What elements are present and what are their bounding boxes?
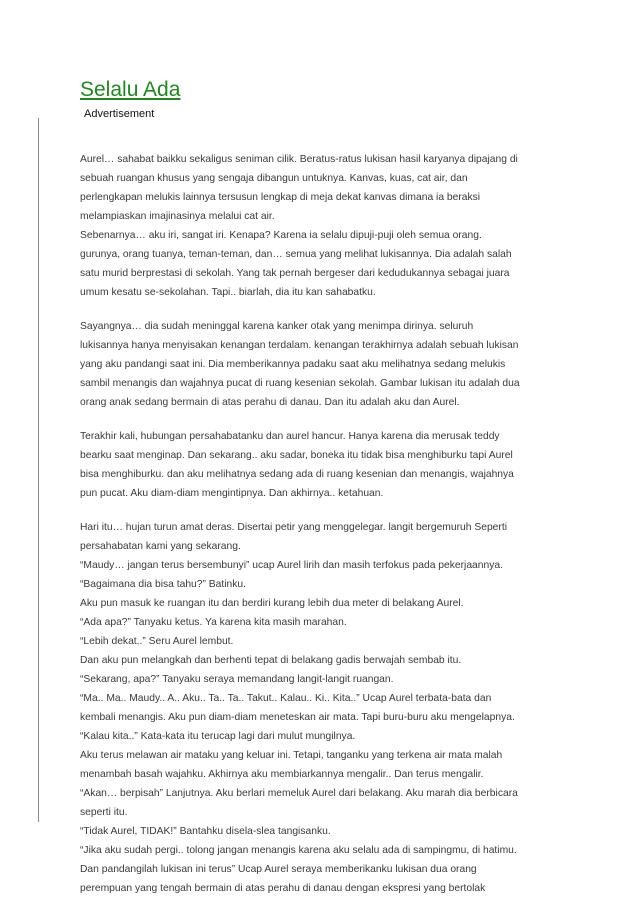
text-line: umum kesatu se-sekolahan. Tapi.. biarlah, dia itu kan sahabatku.: [80, 287, 376, 298]
article-body: [80, 150, 580, 898]
text-line: Aku terus melawan air mataku yang keluar ini. Tetapi, tanganku yang terkena air mata malah: [80, 750, 503, 761]
text-line: orang anak sedang bermain di atas perahu di danau. Dan itu adalah aku dan Aurel.: [80, 397, 460, 408]
text-line: satu murid berprestasi di sekolah. Yang tak pernah bergeser dari kedudukannya sebagai juara: [80, 268, 510, 279]
text-line: “Maudy… jangan terus bersembunyi” ucap Aurel lirih dan masih terfokus pada pekerjaannya.: [80, 560, 503, 571]
text-line: Sebenarnya… aku iri, sangat iri. Kenapa? Karena ia selalu dipuji-puji oleh semua orang.: [80, 230, 482, 241]
text-line: melampiaskan imajinasinya melalui cat air.: [80, 211, 275, 222]
text-line: seperti itu.: [80, 807, 128, 818]
text-line: perlengkapan melukis lainnya tersusun lengkap di meja dekat kanvas dimana ia beraksi: [80, 192, 481, 203]
text-line: menambah basah wajahku. Akhirnya aku membiarkannya mengalir.. Dan terus mengalir.: [80, 769, 484, 780]
text-line: sebuah ruangan khusus yang sengaja dibangun untuknya. Kanvas, kuas, cat air, dan: [80, 173, 468, 184]
text-line: “Kalau kita..” Kata-kata itu terucap lagi dari mulut mungilnya.: [80, 731, 356, 742]
paragraph: [80, 150, 580, 302]
text-line: sambil menangis dan wajahnya pucat di ruang kesenian sekolah. Gambar lukisan itu adalah dua: [80, 378, 520, 389]
text-line: pun pucat. Aku diam-diam mengintipnya. Dan akhirnya.. ketahuan.: [80, 488, 384, 499]
text-line: “Jika aku sudah pergi.. tolong jangan menangis karena aku selalu ada di sampingmu, di hatimu.: [80, 845, 517, 856]
text-line: yang aku pandangi saat ini. Dia memberikannya padaku saat aku melihatnya sedang melukis: [80, 359, 506, 370]
text-line: “Bagaimana dia bisa tahu?” Batinku.: [80, 579, 246, 590]
text-line: persahabatan kami yang sekarang.: [80, 541, 241, 552]
text-line: Dan aku pun melangkah dan berhenti tepat di belakang gadis berwajah sembab itu.: [80, 655, 462, 666]
text-line: Sayangnya… dia sudah meninggal karena kanker otak yang menimpa dirinya. seluruh: [80, 321, 474, 332]
text-line: “Ma.. Ma.. Maudy.. A.. Aku.. Ta.. Ta.. Takut.. Kalau.. Ki.. Kita..” Ucap Aurel terbata-bata dan: [80, 693, 492, 704]
text-line: “Akan… berpisah” Lanjutnya. Aku berlari memeluk Aurel dari belakang. Aku marah dia berbicara: [80, 788, 518, 799]
text-line: “Lebih dekat..” Seru Aurel lembut.: [80, 636, 234, 647]
text-line: “Ada apa?” Tanyaku ketus. Ya karena kita masih marahan.: [80, 617, 347, 628]
text-line: gurunya, orang tuanya, teman-teman, dan… semua yang melihat lukisannya. Dia adalah salah: [80, 249, 512, 260]
paragraph: [80, 427, 580, 503]
paragraph-gap: [80, 412, 580, 427]
text-line: Terakhir kali, hubungan persahabatanku dan aurel hancur. Hanya karena dia merusak teddy: [80, 431, 500, 442]
text-line: Hari itu… hujan turun amat deras. Disertai petir yang menggelegar. langit bergemuruh Seperti: [80, 522, 507, 533]
paragraph: [80, 518, 580, 898]
margin-rule: [38, 118, 39, 822]
text-line: bisa menghiburku. dan aku melihatnya sedang ada di ruang kesenian dan menangis, wajahnya: [80, 469, 514, 480]
text-line: lukisannya hanya menyisakan kenangan terdalam. kenangan terakhirnya adalah sebuah lukisan: [80, 340, 519, 351]
text-line: Aurel… sahabat baikku sekaligus seniman cilik. Beratus-ratus lukisan hasil karyanya dipajang di: [80, 154, 518, 165]
text-line: bearku saat menginap. Dan sekarang.. aku sadar, boneka itu tidak bisa menghiburku tapi Aurel: [80, 450, 513, 461]
text-line: Aku pun masuk ke ruangan itu dan berdiri kurang lebih dua meter di belakang Aurel.: [80, 598, 464, 609]
text-line: Dan pandangilah lukisan ini terus” Ucap Aurel seraya memberikanku lukisan dua orang: [80, 864, 477, 875]
paragraph-gap: [80, 302, 580, 317]
paragraph: [80, 317, 580, 412]
text-line: “Sekarang, apa?” Tanyaku seraya memandang langit-langit ruangan.: [80, 674, 394, 685]
text-line: “Tidak Aurel, TIDAK!” Bantahku disela-slea tangisanku.: [80, 826, 331, 837]
paragraph-gap: [80, 503, 580, 518]
advertisement-label: Advertisement: [84, 108, 155, 120]
page-title[interactable]: Selalu Ada: [80, 78, 181, 101]
text-line: perempuan yang tengah bermain di atas perahu di danau dengan ekspresi yang bertolak: [80, 883, 486, 894]
text-line: kembali menangis. Aku pun diam-diam meneteskan air mata. Tapi buru-buru aku mengelapnya.: [80, 712, 515, 723]
